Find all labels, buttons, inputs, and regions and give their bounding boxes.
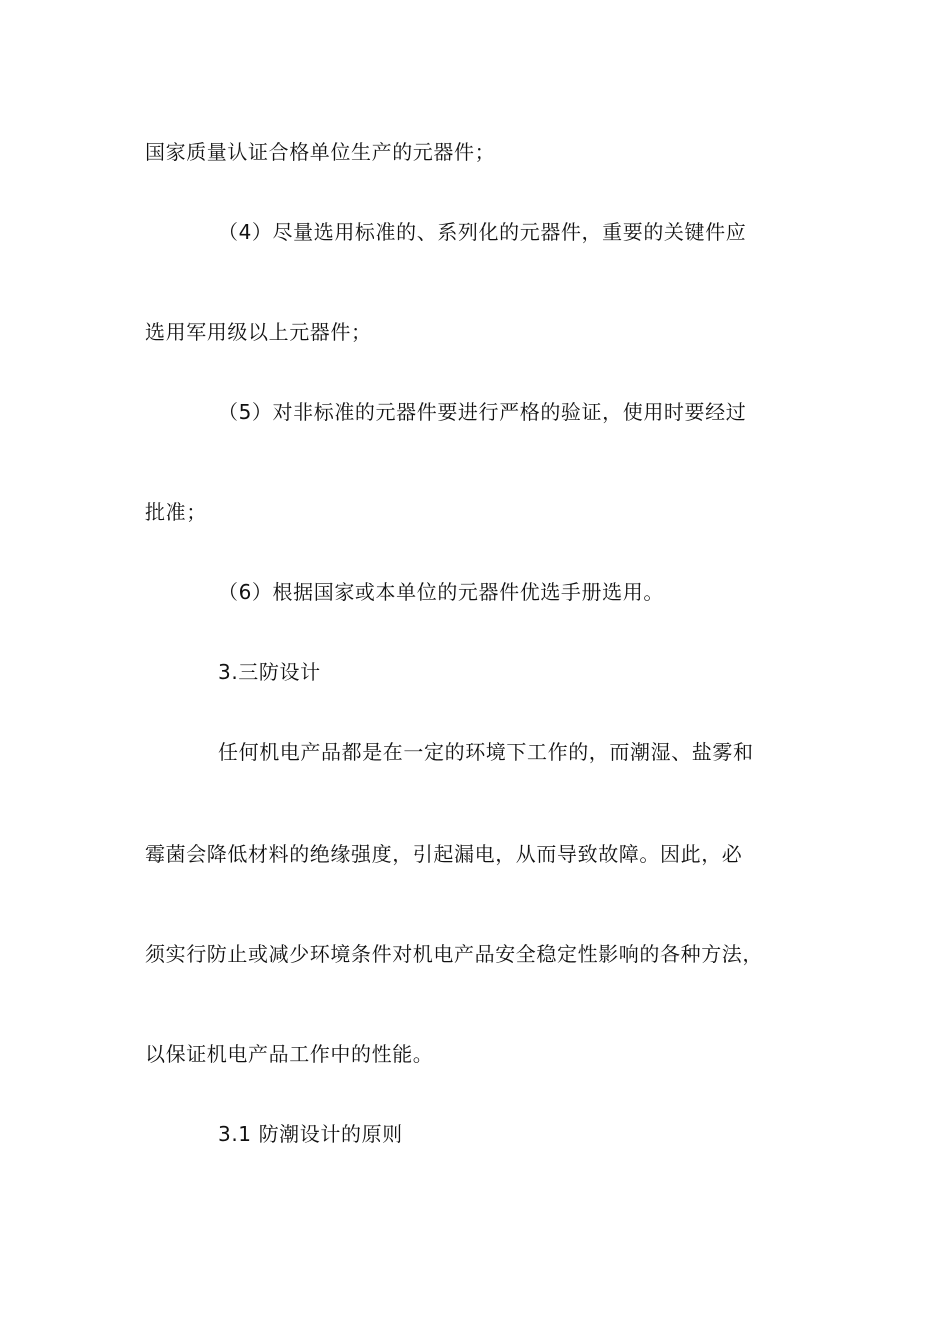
- body-paragraph-line: 任何机电产品都是在一定的环境下工作的，而潮湿、盐雾和: [218, 740, 754, 764]
- list-item-5-line: （5）对非标准的元器件要进行严格的验证，使用时要经过: [218, 400, 747, 424]
- section-heading-3: 3.三防设计: [218, 660, 321, 684]
- section-heading-3-1: 3.1 防潮设计的原则: [218, 1122, 403, 1146]
- list-item-4-line: （4）尽量选用标准的、系列化的元器件，重要的关键件应: [218, 220, 747, 244]
- list-item-5-continuation: 批准；: [145, 500, 207, 524]
- list-item-4-continuation: 选用军用级以上元器件；: [145, 320, 372, 344]
- body-paragraph-line: 须实行防止或减少环境条件对机电产品安全稳定性影响的各种方法，: [145, 942, 763, 966]
- body-paragraph-line: 以保证机电产品工作中的性能。: [145, 1042, 434, 1066]
- list-item-6-line: （6）根据国家或本单位的元器件优选手册选用。: [218, 580, 664, 604]
- body-paragraph-line: 霉菌会降低材料的绝缘强度，引起漏电，从而导致故障。因此，必: [145, 842, 743, 866]
- paragraph-line: 国家质量认证合格单位生产的元器件；: [145, 140, 496, 164]
